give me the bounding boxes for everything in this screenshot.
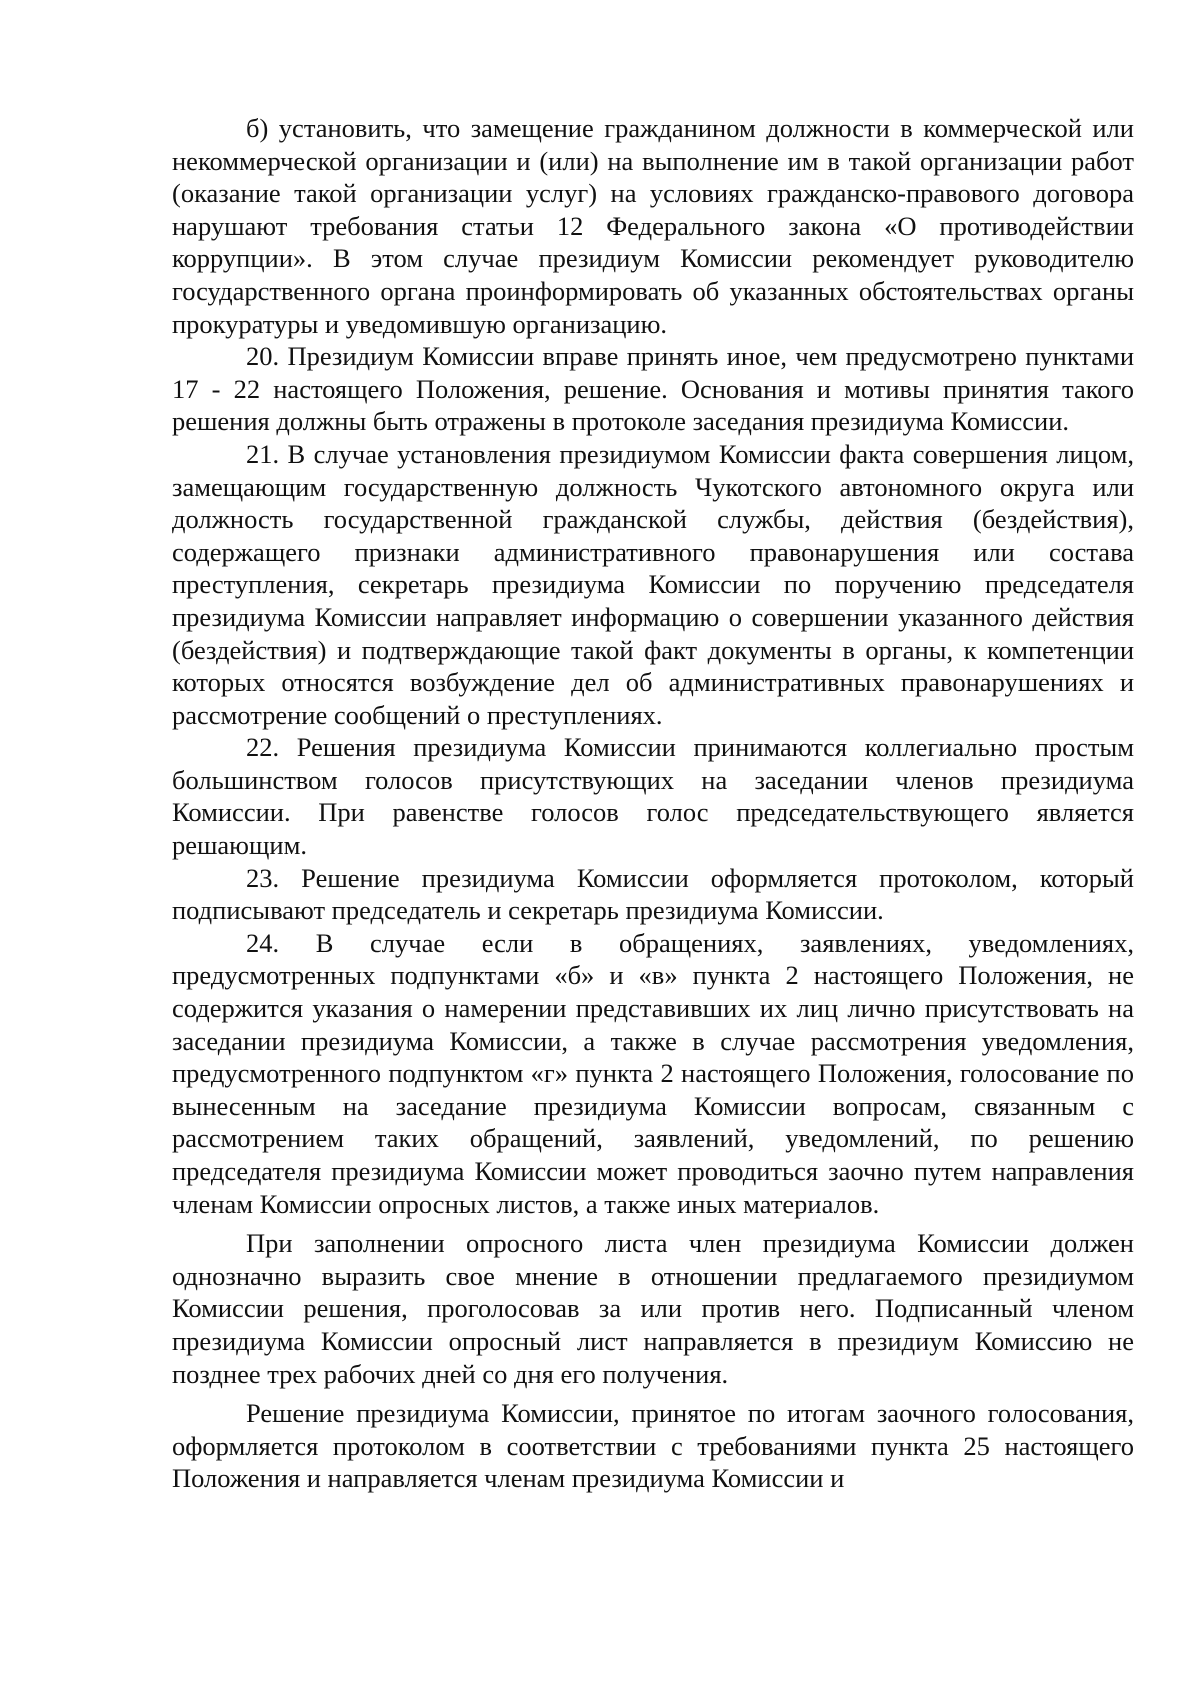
paragraph-questionnaire: При заполнении опросного листа член президиума Комиссии должен однозначно выразить свое мнение в отношении предлагаемого президиумом Комиссии решения, проголосовав за или против него. Подписанный членом президиума Комиссии опросный лист направляется в президиум Комиссию не позднее трех рабочих дней со дня его получения. — [172, 1228, 1134, 1389]
paragraph-absentee-decision: Решение президиума Комиссии, принятое по итогам заочного голосования, оформляется протоколом в соответствии с требованиями пункта 25 настоящего Положения и направляется членам президиума Комиссии и — [172, 1398, 1134, 1494]
paragraph-23: 23. Решение президиума Комиссии оформляется протоколом, который подписывают председатель и секретарь президиума Комиссии. — [172, 862, 1134, 926]
paragraph-22: 22. Решения президиума Комиссии принимаются коллегиально простым большинством голосов присутствующих на заседании членов президиума Комиссии. При равенстве голосов голос председательствующего является решающим. — [172, 732, 1134, 861]
paragraph-24: 24. В случае если в обращениях, заявлениях, уведомлениях, предусмотренных подпунктами «б» и «в» пункта 2 настоящего Положения, не содержится указания о намерении представивших их лиц лично присутствовать на заседании президиума Комиссии, а также в случае рассмотрения уведомления, предусмотренного подпунктом «г» пункта 2 настоящего Положения, голосование по вынесенным на заседание президиума Комиссии вопросам, связанным с рассмотрением таких обращений, заявлений, уведомлений, по решению председателя президиума Комиссии может проводиться заочно путем направления членам Комиссии опросных листов, а также иных материалов. — [172, 927, 1134, 1219]
paragraph-20: 20. Президиум Комиссии вправе принять иное, чем предусмотрено пунктами 17 - 22 настоящего Положения, решение. Основания и мотивы принятия такого решения должны быть отражены в протоколе заседания президиума Комиссии. — [172, 341, 1134, 437]
document-page — [172, 112, 1134, 1495]
paragraph-21: 21. В случае установления президиумом Комиссии факта совершения лицом, замещающим государственную должность Чукотского автономного округа или должность государственной гражданской службы, действия (бездействия), содержащего признаки административного правонарушения или состава преступления, секретарь президиума Комиссии по поручению председателя президиума Комиссии направляет информацию о совершении указанного действия (бездействия) и подтверждающие такой факт документы в органы, к компетенции которых относятся возбуждение дел об административных правонарушениях и рассмотрение сообщений о преступлениях. — [172, 438, 1134, 730]
paragraph-19b: б) установить, что замещение гражданином должности в коммерческой или некоммерческой организации и (или) на выполнение им в такой организации работ (оказание такой организации услуг) на условиях гражданско-правового договора нарушают требования статьи 12 Федерального закона «О противодействии коррупции». В этом случае президиум Комиссии рекомендует руководителю государственного органа проинформировать об указанных обстоятельствах органы прокуратуры и уведомившую организацию. — [172, 113, 1134, 339]
